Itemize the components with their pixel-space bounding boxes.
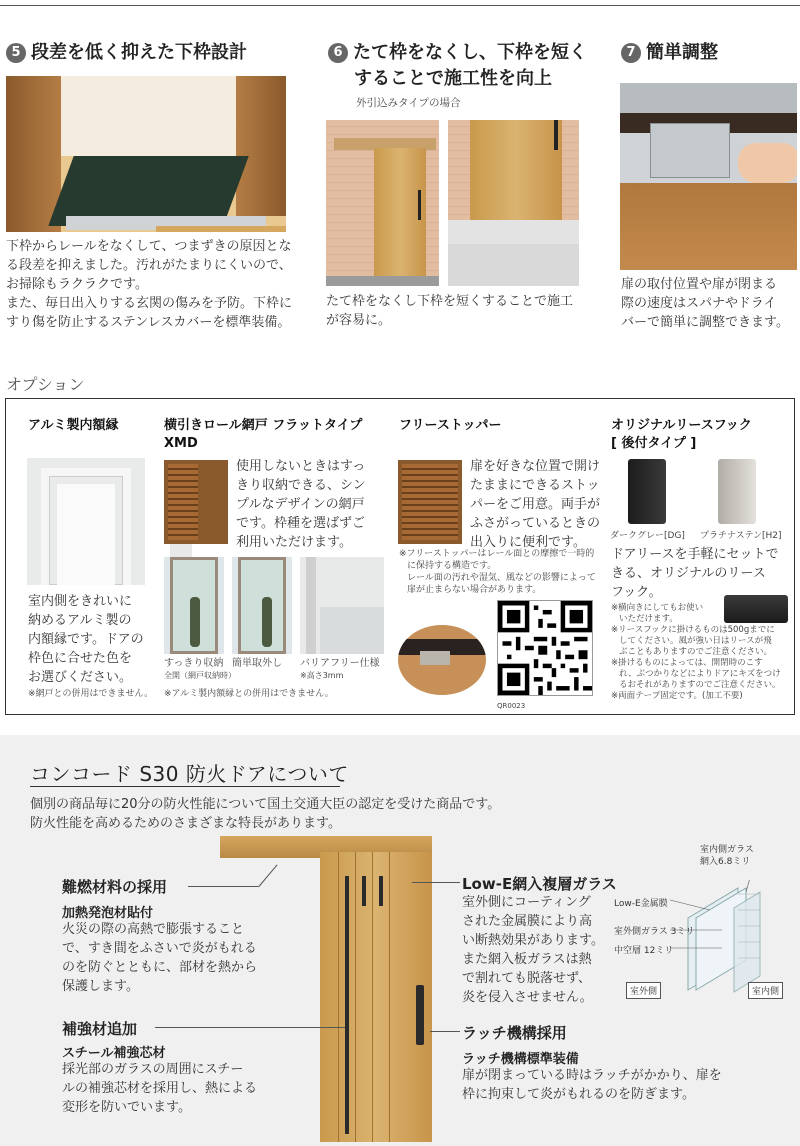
option-frame-title: アルミ製内額縁	[28, 418, 119, 433]
qr-code[interactable]	[497, 600, 593, 696]
door-glass-slit-2	[362, 876, 366, 906]
reinforce-subtitle: スチール補強芯材	[62, 1046, 166, 1061]
screen-subcaption-3: ※高さ3mm	[300, 671, 344, 680]
latch-leader	[430, 1031, 460, 1032]
hook-color-2: プラチナステン[H2]	[700, 531, 782, 541]
option-screen-title: 横引きロール網戸 フラットタイプ XMD	[164, 418, 363, 451]
screen-subcaption-1: 全開（網戸収納時）	[164, 671, 236, 680]
glass-title: Low-E網入複層ガラス	[462, 875, 617, 893]
glass-label-inner: 室内側ガラス	[700, 845, 754, 855]
feature-5-title: 段差を低く抑えた下枠設計	[31, 42, 247, 63]
frame-photo	[27, 458, 145, 585]
feature-7-title: 簡単調整	[646, 42, 718, 63]
screen-caption-2: 簡単取外し	[232, 658, 282, 669]
options-label: オプション	[6, 375, 85, 394]
feature-6-subtitle: 外引込みタイプの場合	[356, 97, 461, 109]
glass-label-gap: 中空層 12ミリ	[614, 946, 674, 956]
reinforce-leader	[155, 1027, 345, 1028]
fire-section-title: コンコード S30 防火ドアについて	[30, 762, 349, 786]
threshold-photo	[6, 76, 286, 232]
glass-leader	[412, 882, 460, 883]
stopper-door-photo	[398, 460, 462, 544]
reinforce-title: 補強材追加	[62, 1020, 138, 1038]
glass-label-inside: 室内側	[748, 982, 783, 999]
glass-label-inner-size: 網入6.8ミリ	[700, 857, 751, 867]
top-rule	[0, 5, 800, 6]
stopper-detail-photo	[398, 625, 486, 695]
feature-6-text: たて枠をなくし下枠を短くすることで施工 が容易に。	[326, 294, 574, 328]
feature-7-text: 扉の取付位置や扉が閉まる 際の速度はスパナやドライ バーで簡単に調整できます。	[621, 277, 789, 330]
feature-7-number: 7	[621, 43, 641, 63]
entrance-step-photo	[448, 120, 579, 286]
fire-intro: 個別の商品毎に20分の防火性能について国土交通大臣の認定を受けた商品です。 防火性能を高めるためのさまざまな特長があります。	[30, 797, 501, 831]
fire-title-underline	[30, 786, 340, 787]
option-screen-text: 使用しないときはすっ きり収納できる、シン プルなデザインの網戸 です。枠種を選ばずご 利用いただけます。	[236, 459, 366, 550]
feature-5-number: 5	[6, 43, 26, 63]
feature-6-title-line1: たて枠をなくし、下枠を短く	[353, 42, 587, 63]
material-subtitle: 加熱発泡材貼付	[62, 906, 154, 921]
hook-platinum-photo	[718, 459, 756, 524]
glass-label-outside: 室外側	[626, 982, 661, 999]
sliding-door-photo	[326, 120, 439, 286]
adjustment-photo	[620, 83, 797, 270]
material-text: 火災の際の高熱で膨張すること で、すき間をふさいで炎がもれる のを防ぐとともに、部材を熱から 保護します。	[62, 922, 258, 994]
option-hook-notes: ※横向きにしてもお使い いただけます。 ※リースフックに掛けるものは500gまでに してください。風が強い日はリースが飛 ぶこともありますのでご注意ください。 ※掛けるものによっては、開閉時のこす れ、ぶつかりなどによりドアにキズをつけ るおそれがありますのでご注意ください。 ※両面テープ固定です。(加工不要)	[611, 603, 781, 701]
option-stopper-title: フリーストッパー	[399, 418, 502, 433]
feature-5-text: 下枠からレールをなくして、つまずきの原因とな る段差を抑えました。汚れがたまりにくいので、 お掃除もラクラクです。 また、毎日出入りする玄関の傷みを予防。下枠に すり傷を防止するステンレスカバーを標準装備。	[6, 239, 293, 330]
option-stopper-text: 扉を好きな位置で開け たままにできるストッ パーをご用意。両手が ふさがっているときの 出入りに便利です。	[470, 459, 601, 550]
material-leader	[188, 886, 258, 887]
screen-caption-1: すっきり収納	[164, 658, 224, 669]
reinforce-text: 採光部のガラスの周囲にスチー ルの補強芯材を採用し、熱による 変形を防いでいます。	[62, 1062, 258, 1115]
feature-6-number: 6	[328, 43, 348, 63]
feature-7-heading	[621, 40, 718, 65]
option-hook-title: オリジナルリースフック [ 後付タイプ ]	[611, 418, 752, 451]
hook-darkgray-photo	[628, 459, 666, 524]
latch-title: ラッチ機構採用	[462, 1024, 567, 1042]
option-frame-text: 室内側をきれいに 納めるアルミ製の 内額縁です。ドアの 枠色に合せた色を お選びください。	[28, 594, 144, 685]
door-glass-slit-1	[345, 876, 349, 1134]
door-glass-slit-3	[379, 876, 383, 906]
material-title: 難燃材料の採用	[62, 878, 168, 896]
screen-photo-3	[300, 557, 384, 654]
glass-label-outer: 室外側ガラス 3ミリ	[614, 927, 695, 937]
option-hook-text: ドアリースを手軽にセットで きる、オリジナルのリース フック。	[611, 547, 779, 600]
option-stopper-notes: ※フリーストッパーはレール面との摩擦で一時的 に保持する構造です。 レール面の汚れや湿気、風などの影響によって 扉が止まらない場合があります。	[399, 549, 596, 595]
qr-code-pattern	[498, 601, 592, 695]
screen-caption-3: バリアフリー仕様	[300, 658, 380, 669]
glass-text: 室外側にコーティング された金属膜により高 い断熱効果があります。 また網入板ガラスは熱 で割れても脱落せず、 炎を侵入させません。	[462, 895, 604, 1005]
latch-text: 扉が閉まっている時はラッチがかかり、扉を 枠に拘束して炎がもれるのを防ぎます。	[462, 1068, 722, 1102]
screen-photo-1	[164, 557, 224, 654]
feature-6-heading	[328, 40, 587, 65]
screen-door-photo	[164, 460, 228, 544]
door-handle	[416, 985, 424, 1045]
option-screen-note: ※アルミ製内額縁との併用はできません。	[164, 689, 334, 699]
feature-5-heading	[6, 40, 247, 65]
glass-label-lowe: Low-E金属膜	[614, 899, 668, 909]
hook-color-1: ダークグレー[DG]	[610, 531, 685, 541]
option-frame-note: ※網戸との併用はできません。	[28, 689, 154, 699]
latch-subtitle: ラッチ機構標準装備	[462, 1052, 579, 1067]
feature-6-title-line2: することで施工性を向上	[354, 68, 552, 89]
qr-code-id: QR0023	[497, 702, 526, 710]
screen-photo-2	[232, 557, 292, 654]
